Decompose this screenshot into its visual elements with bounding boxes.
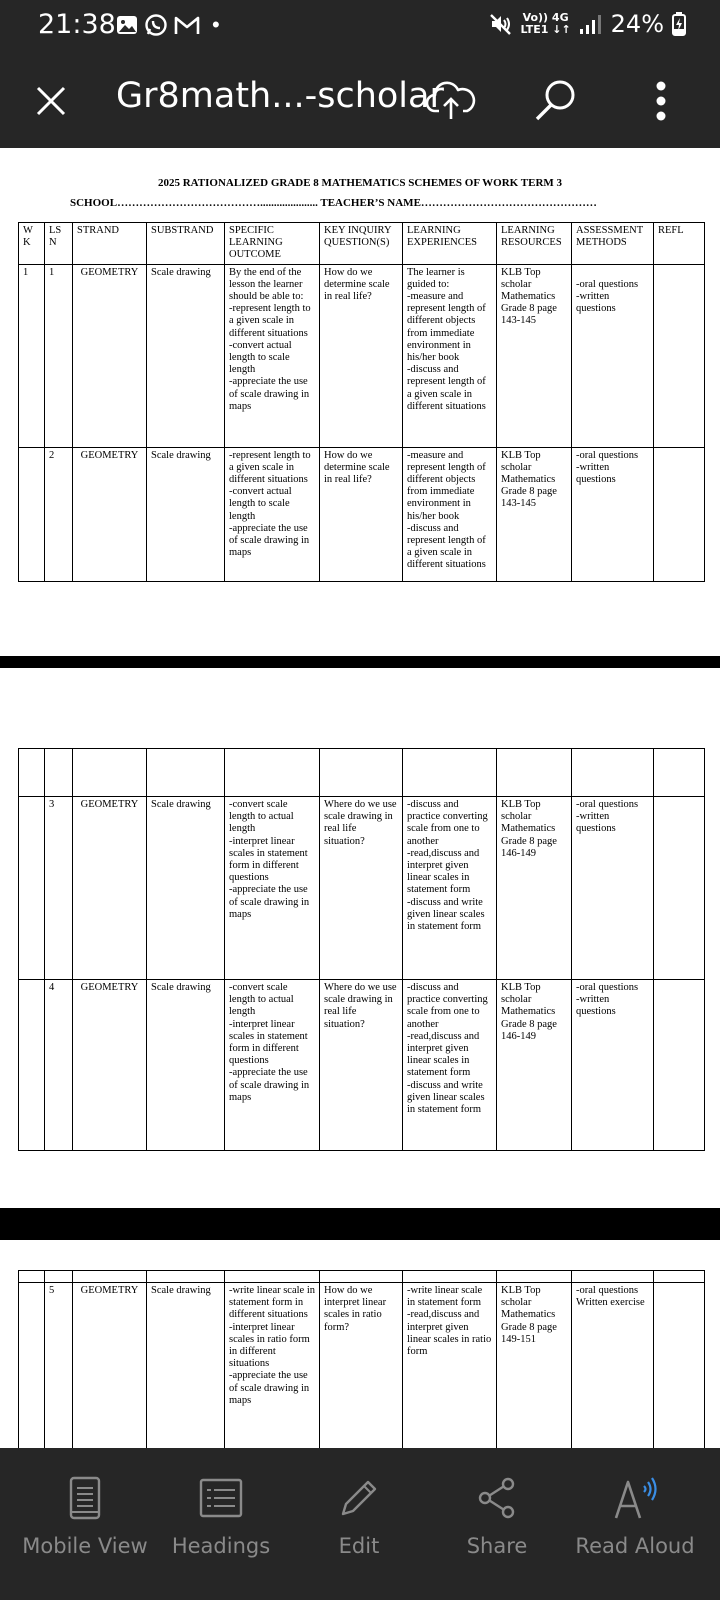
reflection-cell [654,264,705,447]
more-options-button[interactable] [634,74,688,128]
school-teacher-line: SCHOOL…………………………………..................... TEACHER’S NAME………………………………………… [70,197,597,209]
notification-icons [116,12,220,38]
strand-cell: GEOMETRY [73,447,147,581]
battery-percent: 24% [610,10,664,38]
substrand-cell: Scale drawing [147,797,225,980]
header-cell: KEY INQUIRY QUESTION(S) [320,223,403,265]
document-page-1 [0,148,720,656]
strand-cell: GEOMETRY [73,1283,147,1449]
cloud-upload-icon [425,81,477,121]
header-cell: STRAND [73,223,147,265]
lesson-cell: 5 [45,1283,73,1449]
question-cell: Where do we use scale drawing in real life situation? [320,980,403,1151]
network-type: Vo)) 4G LTE1 ↓↑ [520,11,571,36]
experiences-cell: -discuss and practice converting scale from one to another -read,discuss and interpret given linear scales in statement form -discuss and write given linear scales in statement form [403,980,497,1151]
question-cell: How do we determine scale in real life? [320,264,403,447]
question-cell: How do we determine scale in real life? [320,447,403,581]
header-cell: ASSESSMENT METHODS [572,223,654,265]
week-cell [19,980,45,1151]
read-aloud-button[interactable] [565,1476,705,1558]
table-row [19,264,705,447]
header-cell: REFL [654,223,705,265]
read-aloud-icon [610,1476,660,1520]
header-cell: SPECIFIC LEARNING OUTCOME [225,223,320,265]
resources-cell: KLB Top scholar Mathematics Grade 8 page 149-151 [497,1283,572,1449]
reflection-cell [654,447,705,581]
experiences-cell: The learner is guided to: -measure and represent length of different objects from immediate environment in his/her book -discuss and represent length of a given scale in different situations [403,264,497,447]
search-button[interactable] [528,74,582,128]
share-button[interactable] [427,1476,567,1558]
resources-cell: KLB Top scholar Mathematics Grade 8 page 146-149 [497,980,572,1151]
mobile-view-button[interactable] [15,1476,155,1558]
substrand-cell: Scale drawing [147,1283,225,1449]
upload-button[interactable] [424,74,478,128]
scheme-table-page1 [18,222,705,582]
lesson-cell: 3 [45,797,73,980]
table-row [19,980,705,1151]
more-notifications-dot: • [212,12,220,37]
strand-cell: GEOMETRY [73,264,147,447]
outcome-cell: -convert scale length to actual length -interpret linear scales in statement form in different questions -appreciate the use of scale drawing in maps [225,797,320,980]
lesson-cell: 2 [45,447,73,581]
edit-pencil-icon [337,1476,381,1520]
strand-cell: GEOMETRY [73,797,147,980]
experiences-cell: -write linear scale in statement form -read,discuss and interpret given linear scales in ratio form [403,1283,497,1449]
reflection-cell [654,1283,705,1449]
bottom-nav-label: Mobile View [22,1534,148,1558]
header-cell: LS N [45,223,73,265]
substrand-cell: Scale drawing [147,447,225,581]
scheme-table-page3 [18,1270,705,1448]
reflection-cell [654,980,705,1151]
more-vertical-icon [655,80,667,122]
scheme-title: 2025 RATIONALIZED GRADE 8 MATHEMATICS SCHEMES OF WORK TERM 3 [157,177,563,189]
table-header-row [19,223,705,265]
gallery-icon [116,14,138,36]
gmail-icon [174,14,200,36]
battery-charging-icon [672,12,686,36]
assessment-cell: -oral questions -written questions [572,797,654,980]
outcome-cell: -write linear scale in statement form in different situations -interpret linear scales in ratio form in different situations -appreciate the use of scale drawing in maps [225,1283,320,1449]
headings-icon [199,1476,243,1520]
week-cell: 1 [19,264,45,447]
lesson-cell: 1 [45,264,73,447]
edit-button[interactable] [289,1476,429,1558]
header-cell: W K [19,223,45,265]
document-page-3 [0,1240,720,1448]
lesson-cell: 4 [45,980,73,1151]
outcome-cell: By the end of the lesson the learner should be able to: -represent length to a given scale in different situations -convert actual length to scale length -appreciate the use of scale drawing in maps [225,264,320,447]
resources-cell: KLB Top scholar Mathematics Grade 8 page 146-149 [497,797,572,980]
question-cell: How do we interpret linear scales in ratio form? [320,1283,403,1449]
search-icon [532,78,578,124]
assessment-cell: -oral questions -written questions [572,264,654,447]
scheme-table-page2 [18,748,705,1151]
document-viewer[interactable] [0,148,720,1448]
whatsapp-icon [144,13,168,37]
close-button[interactable] [24,74,78,128]
headings-button[interactable] [151,1476,291,1558]
outcome-cell: -convert scale length to actual length -interpret linear scales in statement form in different questions -appreciate the use of scale drawing in maps [225,980,320,1151]
status-time: 21:38 [38,9,116,40]
substrand-cell: Scale drawing [147,264,225,447]
assessment-cell: -oral questions -written questions [572,980,654,1151]
reflection-cell [654,797,705,980]
week-cell [19,797,45,980]
header-cell: LEARNING RESOURCES [497,223,572,265]
close-icon [34,84,68,118]
experiences-cell: -measure and represent length of different objects from immediate environment in his/her book -discuss and represent length of a given scale in different situations [403,447,497,581]
question-cell: Where do we use scale drawing in real life situation? [320,797,403,980]
resources-cell: KLB Top scholar Mathematics Grade 8 page 143-145 [497,264,572,447]
week-cell [19,447,45,581]
table-blank-header-row [19,1271,705,1283]
mute-icon [489,12,513,36]
substrand-cell: Scale drawing [147,980,225,1151]
bottom-action-bar [0,1448,720,1600]
status-bar [0,0,720,52]
table-row [19,797,705,980]
strand-cell: GEOMETRY [73,980,147,1151]
bottom-nav-label: Headings [171,1534,271,1558]
header-cell: SUBSTRAND [147,223,225,265]
experiences-cell: -discuss and practice converting scale from one to another -read,discuss and interpret given linear scales in statement form -discuss and write given linear scales in statement form [403,797,497,980]
assessment-cell: -oral questions Written exercise [572,1283,654,1449]
table-blank-header-row [19,749,705,797]
resources-cell: KLB Top scholar Mathematics Grade 8 page 143-145 [497,447,572,581]
bottom-nav-label: Share [466,1534,528,1558]
app-toolbar [0,52,720,148]
week-cell [19,1283,45,1449]
bottom-nav-label: Read Aloud [575,1534,695,1558]
document-page-2 [0,668,720,1208]
outcome-cell: -represent length to a given scale in different situations -convert actual length to scale length -appreciate the use of scale drawing in maps [225,447,320,581]
table-row [19,447,705,581]
table-row [19,1283,705,1449]
share-icon [475,1476,519,1520]
document-title: Gr8math...-scholar [116,76,444,116]
header-cell: LEARNING EXPERIENCES [403,223,497,265]
mobile-view-icon [69,1476,101,1520]
assessment-cell: -oral questions -written questions [572,447,654,581]
bottom-nav-label: Edit [338,1534,380,1558]
signal-icon [579,13,603,35]
